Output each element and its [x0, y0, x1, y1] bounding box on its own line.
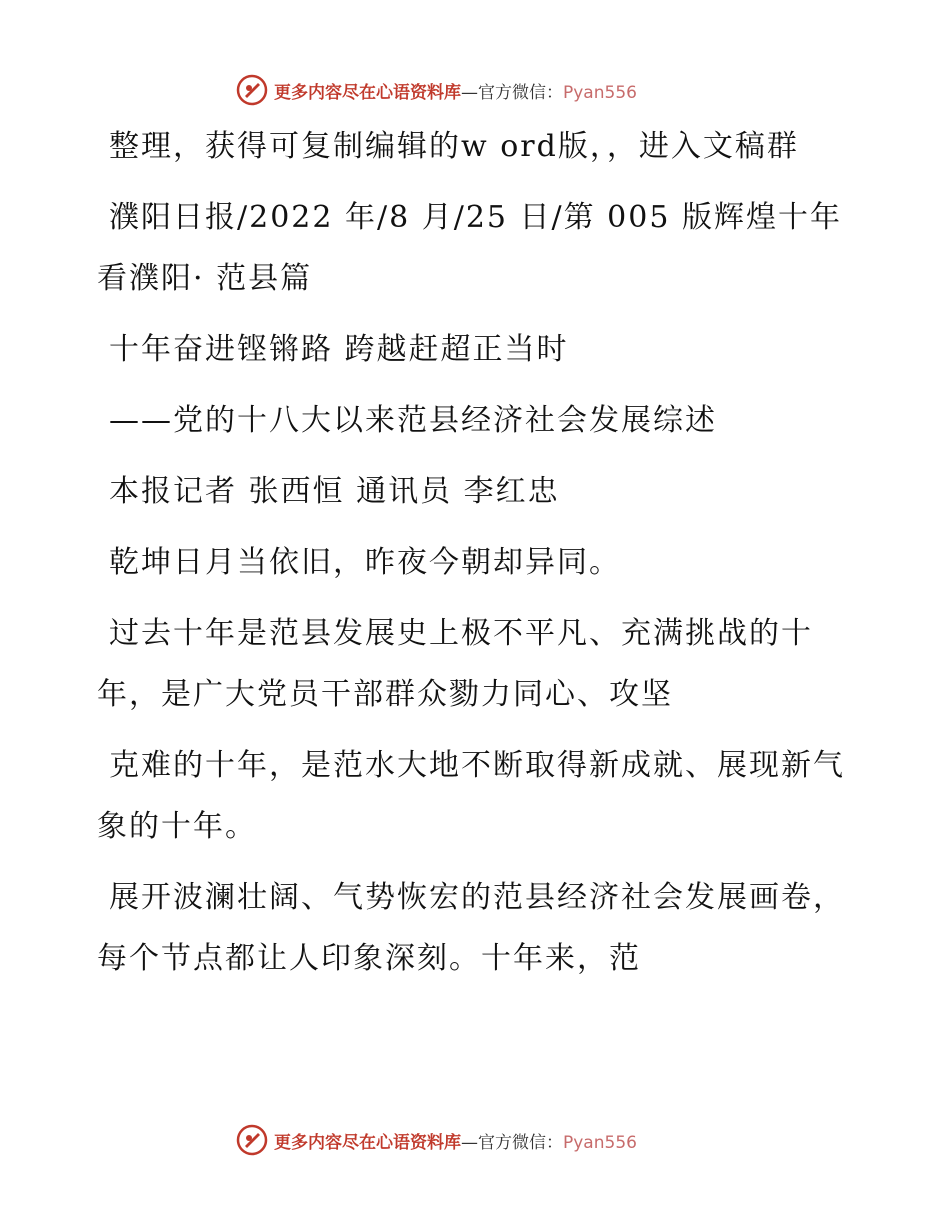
paragraph: 克难的十年，是范水大地不断取得新成就、展现新气象的十年。 [97, 748, 845, 844]
byline: 本报记者 张西恒 通讯员 李红忠 [109, 474, 560, 509]
header-banner [0, 70, 950, 110]
paragraph: 展开波澜壮阔、气势恢宏的范县经济社会发展画卷，每个节点都让人印象深刻。十年来，范 [97, 880, 845, 976]
logo-icon [236, 74, 268, 106]
banner-dash: — [461, 1132, 478, 1153]
paragraph: 过去十年是范县发展史上极不平凡、充满挑战的十年，是广大党员干部群众勠力同心、攻坚 [97, 616, 813, 712]
banner-wechat-id: Pyan556 [563, 1132, 637, 1153]
logo-icon [236, 1124, 268, 1156]
banner-main-text: 更多内容尽在心语资料库 [274, 1132, 461, 1153]
article-subtitle: ——党的十八大以来范县经济社会发展综述 [109, 403, 717, 438]
paragraph: 濮阳日报/2022 年/8 月/25 日/第 005 版辉煌十年看濮阳· 范县篇 [97, 200, 842, 296]
footer-banner [0, 1120, 950, 1160]
paragraph: 整理，获得可复制编辑的w ord版，，进入文稿群 [109, 129, 799, 164]
article-title: 十年奋进铿锵路 跨越赶超正当时 [109, 332, 569, 367]
document-body [97, 116, 857, 999]
banner-label: 官方微信： [478, 1132, 563, 1153]
banner-dash: — [461, 82, 478, 103]
paragraph: 乾坤日月当依旧，昨夜今朝却异同。 [109, 545, 621, 580]
banner-wechat-id: Pyan556 [563, 82, 637, 103]
banner-label: 官方微信： [478, 82, 563, 103]
banner-main-text: 更多内容尽在心语资料库 [274, 82, 461, 103]
